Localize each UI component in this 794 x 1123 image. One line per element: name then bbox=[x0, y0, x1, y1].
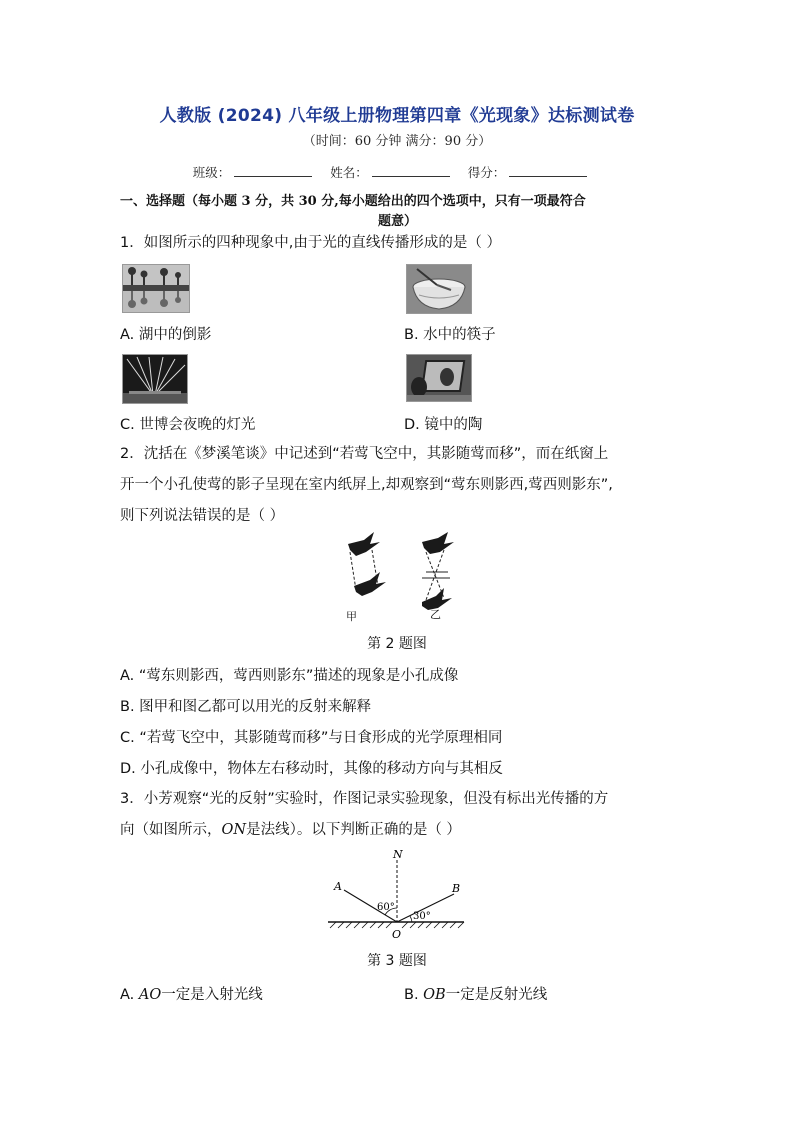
q2-caption: 第 2 题图 bbox=[367, 636, 427, 652]
page-title: 人教版 (2024) 八年级上册物理第四章《光现象》达标测试卷 bbox=[159, 106, 635, 126]
q3-var-ao: AO bbox=[138, 987, 162, 1003]
q2-line2: 开一个小孔使莺的影子呈现在室内纸屏上,却观察到“莺东则影西,莺西则影东”, bbox=[120, 477, 613, 493]
lake-reflection-image bbox=[122, 264, 190, 313]
label-n: N bbox=[393, 848, 403, 861]
fig-label-jia: 甲 bbox=[346, 610, 357, 623]
q3-stem bbox=[120, 784, 680, 846]
q3-line2: 向（如图所示，ON是法线）。以下判断正确的是（ ） bbox=[120, 822, 461, 838]
exam-info: （时间：60 分钟 满分：90 分） bbox=[302, 134, 492, 149]
section-line1: 一、选择题（每小题 3 分，共 30 分,每小题给出的四个选项中，只有一项最符合 bbox=[120, 194, 586, 209]
q1-option-d[interactable]: D. 镜中的陶 bbox=[404, 417, 483, 433]
fig-label-yi: 乙 bbox=[430, 608, 441, 621]
q3-line1: 3．小芳观察“光的反射”实验时，作图记录实验现象，但没有标出光传播的方 bbox=[120, 791, 609, 807]
score-blank[interactable] bbox=[509, 164, 587, 177]
expo-lights-image bbox=[122, 354, 188, 404]
q2-line1: 2．沈括在《梦溪笔谈》中记述到“若莺飞空中，其影随莺而移”，而在纸窗上 bbox=[120, 446, 609, 462]
q3-caption: 第 3 题图 bbox=[367, 953, 427, 969]
q1-stem: 1．如图所示的四种现象中,由于光的直线传播形成的是（ ） bbox=[120, 235, 501, 251]
q2-option-b[interactable]: B. 图甲和图乙都可以用光的反射来解释 bbox=[120, 699, 372, 715]
q1-option-c[interactable]: C. 世博会夜晚的灯光 bbox=[120, 417, 256, 433]
q3-reflection-diagram bbox=[320, 846, 470, 942]
q3-option-b[interactable]: B. OB一定是反射光线 bbox=[404, 987, 548, 1003]
angle-30: 30° bbox=[413, 911, 431, 922]
label-a: A bbox=[334, 880, 342, 893]
class-blank[interactable] bbox=[234, 164, 312, 177]
score-label: 得分： bbox=[467, 165, 506, 180]
q2-option-a[interactable]: A. “莺东则影西，莺西则影东”描述的现象是小孔成像 bbox=[120, 668, 459, 684]
section-line2: 题意） bbox=[377, 214, 417, 229]
q2-option-c[interactable]: C. “若莺飞空中，其影随莺而移”与日食形成的光学原理相同 bbox=[120, 730, 503, 746]
name-label: 姓名： bbox=[330, 165, 368, 180]
chopstick-bowl-image bbox=[406, 264, 472, 314]
q2-bird-figure bbox=[336, 530, 466, 625]
q2-line3: 则下列说法错误的是（ ） bbox=[120, 508, 285, 524]
name-blank[interactable] bbox=[372, 164, 450, 177]
q3-var-on: ON bbox=[221, 822, 247, 838]
q3-option-a[interactable]: A. AO一定是入射光线 bbox=[120, 987, 263, 1003]
student-fields bbox=[0, 163, 794, 181]
angle-60: 60° bbox=[377, 902, 395, 913]
class-label: 班级： bbox=[192, 165, 231, 180]
mirror-pottery-image bbox=[406, 354, 472, 402]
label-b: B bbox=[452, 882, 461, 895]
q2-stem bbox=[120, 439, 680, 532]
q1-option-b[interactable]: B. 水中的筷子 bbox=[404, 327, 496, 343]
label-o: O bbox=[392, 928, 402, 941]
q1-option-a[interactable]: A. 湖中的倒影 bbox=[120, 327, 212, 343]
q2-option-d[interactable]: D. 小孔成像中，物体左右移动时，其像的移动方向与其相反 bbox=[120, 761, 503, 777]
section-heading bbox=[120, 192, 675, 232]
q3-var-ob: OB bbox=[423, 987, 446, 1003]
